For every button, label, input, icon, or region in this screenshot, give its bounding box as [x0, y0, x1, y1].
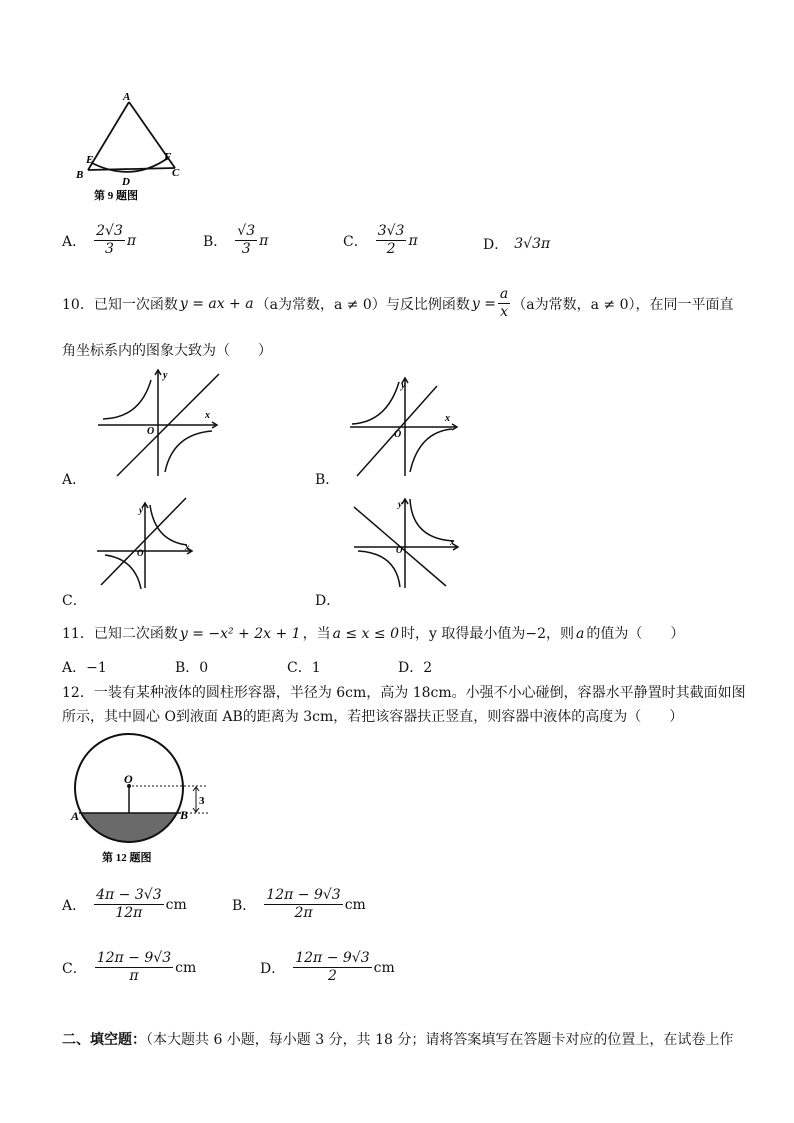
q10-graph-b: [347, 368, 477, 478]
q10d-x-label: x: [450, 537, 455, 547]
fig9-label-c: C: [172, 167, 180, 179]
q9-option-d: D． 3√3π: [483, 236, 551, 253]
q10d-origin-label: O: [396, 545, 403, 555]
section-2-heading: [62, 1029, 733, 1049]
q12-line2: 所示，其中圆心 O到液面 AB的距离为 3cm，若把该容器扶正竖直，则容器中液体的高度为（ ）: [62, 709, 684, 725]
q10d-y-label: y: [398, 499, 402, 509]
q11-option-d: D．2: [398, 660, 433, 676]
fig9-label-a: A: [123, 91, 131, 103]
q9-option-a: A． $\frac{2√3}{3}$ π: [62, 223, 137, 257]
q10-option-c: C．: [62, 593, 87, 609]
fig9-label-b: B: [76, 169, 84, 181]
q10b-y-label: y: [401, 380, 406, 391]
q12-option-d: D． $\frac{12\pi - 9√3}{2}$ cm: [260, 950, 395, 984]
q10-option-d: D．: [315, 593, 341, 609]
figure-9: [72, 88, 192, 208]
fig9-label-d: D: [122, 176, 130, 188]
q10c-origin-label: O: [137, 548, 144, 558]
q10a-x-label: x: [205, 410, 210, 421]
q10c-x-label: x: [185, 542, 190, 552]
section-2-desc: （本大题共 6 小题，每小题 3 分，共 18 分；请将答案填写在答题卡对应的位置上，在试卷上作: [146, 1032, 734, 1048]
fig9-label-f: F: [164, 151, 172, 163]
q10-option-b: B．: [315, 472, 340, 488]
fig12-label-a: A: [71, 809, 80, 823]
q10-option-a: A．: [62, 472, 87, 488]
q10a-origin-label: O: [147, 426, 155, 437]
q10b-x-label: x: [445, 413, 450, 424]
q12-option-b: B． $\frac{12\pi - 9√3}{2\pi}$ cm: [232, 887, 366, 921]
section-2-title: 二、填空题：: [62, 1032, 146, 1048]
q9-option-b: B． $\frac{√3}{3}$ π: [203, 223, 269, 257]
q11-option-b: B．0: [175, 660, 209, 676]
fig12-label-b: B: [180, 808, 189, 822]
q10-graph-a: [95, 368, 225, 478]
q10-graph-c: [95, 495, 205, 590]
q12-line1: 12．一装有某种液体的圆柱形容器，半径为 6cm，高为 18cm。小强不小心碰倒，容器水平静置时其截面如图: [62, 685, 746, 701]
q9-option-c: C． $\frac{3√3}{2}$ π: [343, 223, 418, 257]
q12-option-c: C． $\frac{12\pi - 9√3}{\pi}$ cm: [62, 950, 197, 984]
q11-option-a: A．−1: [62, 660, 107, 676]
q10-graph-d: [350, 493, 465, 590]
q10-line1: 10．已知一次函数 y = ax + a （a为常数，a ≠ 0）与反比例函数 y = $\frac{a}{x}$ （a为常数，a ≠ 0），在同一平面直: [62, 286, 734, 320]
fig9-caption: 第 9 题图: [94, 190, 138, 202]
fig12-dist-label: 3: [199, 795, 205, 807]
q10b-origin-label: O: [394, 429, 402, 440]
q11-option-c: C．1: [287, 660, 321, 676]
q11-stem: 11．已知二次函数 y = −x² + 2x + 1 ，当 a ≤ x ≤ 0 时，y 取得最小值为−2，则 a 的值为（ ）: [62, 626, 685, 642]
figure-12: [68, 733, 218, 868]
fig12-label-o: O: [124, 772, 133, 786]
fig9-label-e: E: [86, 154, 94, 166]
q10a-y-label: y: [163, 370, 168, 381]
q10c-y-label: y: [139, 505, 143, 515]
q10-line2: 角坐标系内的图象大致为（ ）: [62, 343, 272, 359]
fig12-caption: 第 12 题图: [102, 852, 152, 864]
q12-option-a: A． $\frac{4\pi - 3√3}{12\pi}$ cm: [62, 887, 187, 921]
